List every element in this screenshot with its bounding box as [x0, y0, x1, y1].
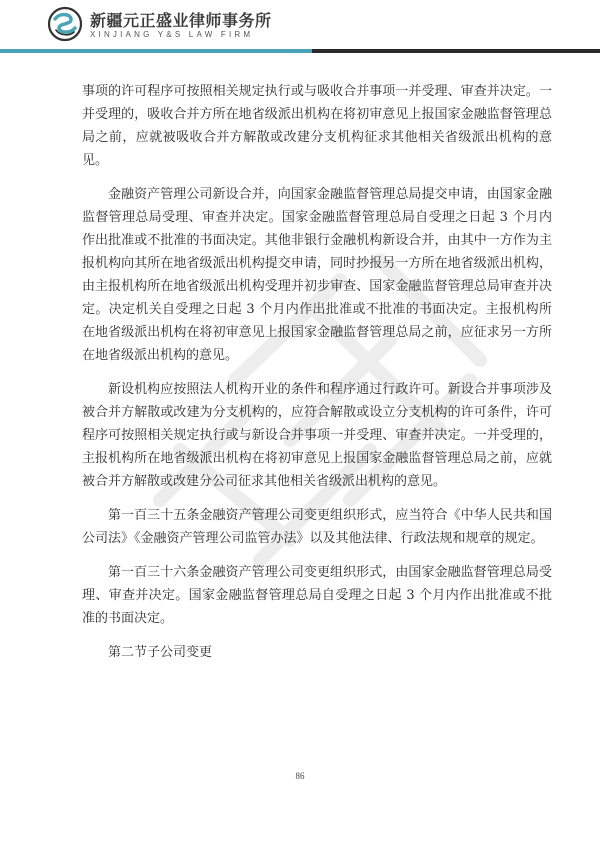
- page-header: [0, 0, 600, 50]
- article-136: 第一百三十六条金融资产管理公司变更组织形式，由国家金融监督管理总局受理、审查并决定。国家金融监督管理总局自受理之日起 3 个月内作出批准或不批准的书面决定。: [82, 565, 552, 626]
- article-135: 第一百三十五条金融资产管理公司变更组织形式，应当符合《中华人民共和国公司法》《金融资产管理公司监管办法》以及其他法律、行政法规和规章的规定。: [82, 508, 552, 546]
- document-body: [82, 80, 552, 664]
- section-heading: 第二节子公司变更: [108, 645, 213, 660]
- firm-name-chinese: 新疆元正盛业律师事务所: [90, 11, 272, 30]
- firm-name-english: XINJIANG Y&S LAW FIRM: [90, 30, 254, 39]
- header-divider: [0, 49, 600, 53]
- paragraph-continuation: 事项的许可程序可按照相关规定执行或与吸收合并事项一并受理、审查并决定。一并受理的，吸收合并方所在地省级派出机构在将初审意见上报国家金融监督管理总局之前，应就被吸收合并方解散或改建分支机构征求其他相关省级派出机构的意见。: [82, 84, 552, 168]
- ys-law-firm-logo-icon: [46, 6, 84, 42]
- paragraph-new-merger: 金融资产管理公司新设合并，向国家金融监督管理总局提交申请，由国家金融监督管理总局受理、审查并决定。国家金融监督管理总局自受理之日起 3 个月内作出批准或不批准的书面决定。其他非银行金融机构新设合并，由其中一方作为主报机构向其所在地省级派出机构提交申请，同时抄报另一方所在地省级派出机构，由主报机构所在地省级派出机构受理并初步审查、国家金融监督管理总局审查并决定。决定机关自受理之日起 3 个月内作出批准或不批准的书面决定。主报机构所在地省级派出机构在将初审意见上报国家金融监督管理总局之前，应征求另一方所在地省级派出机构的意见。: [82, 187, 552, 363]
- paragraph-new-institution: 新设机构应按照法人机构开业的条件和程序通过行政许可。新设合并事项涉及被合并方解散或改建为分支机构的，应符合解散或设立分支机构的许可条件，许可程序可按照相关规定执行或与新设合并事项一并受理、审查并决定。一并受理的，主报机构所在地省级派出机构在将初审意见上报国家金融监督管理总局之前，应就被合并方解散或改建分公司征求其他相关省级派出机构的意见。: [82, 382, 552, 489]
- page-number: 86: [295, 771, 305, 781]
